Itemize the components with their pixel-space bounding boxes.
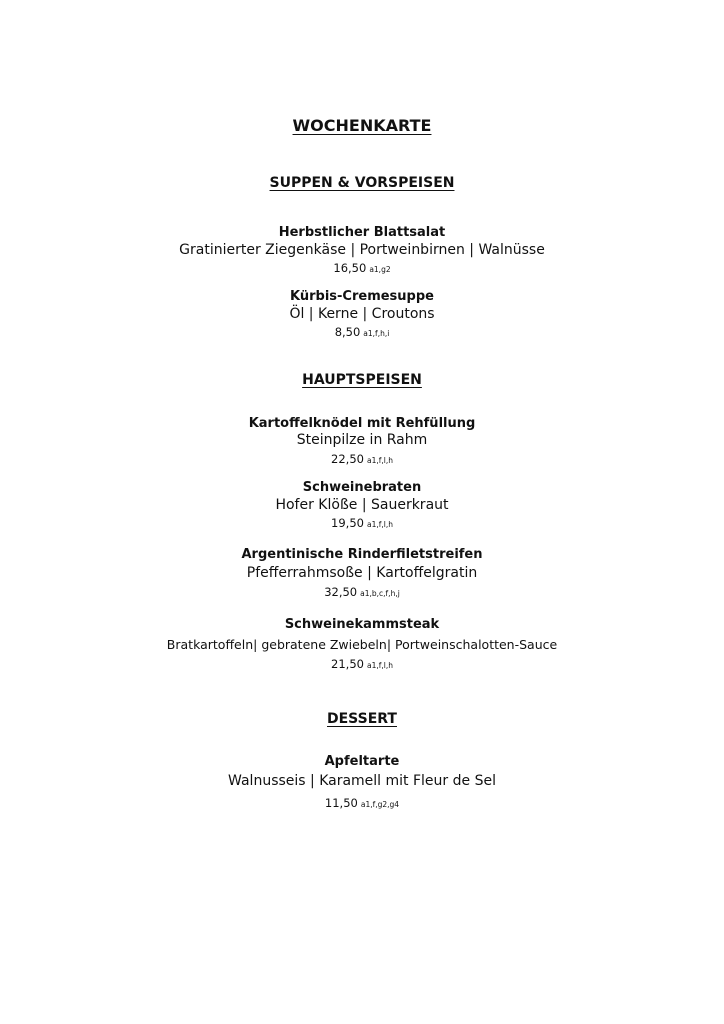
dish-price: 11,50 [324,796,358,810]
allergen-codes: a1,g2 [369,265,391,274]
dish-name: Schweinekammsteak [284,617,440,632]
dish-description: Walnusseis | Karamell mit Fleur de Sel [228,773,496,789]
dish-description: Öl | Kerne | Croutons [289,306,435,322]
dish-price: 19,50 [331,516,364,530]
dish-name: Herbstlicher Blattsalat [278,225,446,240]
dish-description: Pfefferrahmsoße | Kartoffelgratin [246,565,478,581]
dish-description: Gratinierter Ziegenkäse | Portweinbirnen | Walnüsse [179,242,545,258]
allergen-codes: a1,f,l,h [366,456,393,465]
allergen-codes: a1,f,h,i [363,329,390,338]
dish-price-line [0,452,724,466]
dish-price: 8,50 [334,325,361,339]
dish-name: Schweinebraten [302,480,422,495]
dish-price-line [0,657,724,671]
dish-description: Hofer Klöße | Sauerkraut [275,497,449,513]
dish-name: Apfeltarte [324,754,400,769]
dish-description: Bratkartoffeln| gebratene Zwiebeln| Portweinschalotten-Sauce [166,637,558,652]
dish-price: 16,50 [333,261,367,275]
dish-name: Kartoffelknödel mit Rehfüllung [248,416,476,431]
section-heading-starters: SUPPEN & VORSPEISEN [269,175,455,191]
allergen-codes: a1,f,l,h [366,661,393,670]
dish-price-line [0,516,724,530]
menu-title: WOCHENKARTE [292,116,432,135]
dish-price-line [0,585,724,599]
allergen-codes: a1,f,g2,g4 [360,800,400,809]
dish-price: 22,50 [331,452,364,466]
dish-price-line [0,325,724,339]
dish-price: 21,50 [331,657,364,671]
dish-description: Steinpilze in Rahm [296,432,428,448]
section-heading-dessert: DESSERT [327,711,397,727]
allergen-codes: a1,b,c,f,h,j [360,589,400,598]
dish-price: 32,50 [324,585,358,599]
dish-name: Kürbis-Cremesuppe [290,289,434,304]
section-heading-mains: HAUPTSPEISEN [302,372,422,388]
dish-name: Argentinische Rinderfiletstreifen [241,547,483,562]
allergen-codes: a1,f,l,h [366,520,393,529]
dish-price-line [0,261,724,275]
dish-price-line [0,796,724,810]
